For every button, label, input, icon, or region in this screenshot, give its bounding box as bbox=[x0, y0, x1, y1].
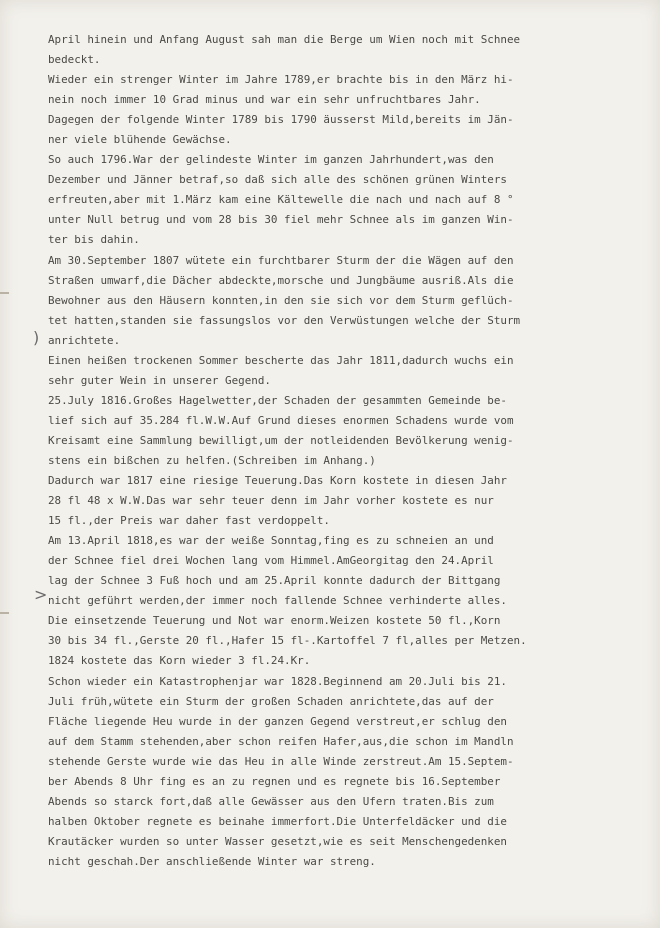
text-line: stehende Gerste wurde wie das Heu in alle Winde zerstreut.Am 15.Septem- bbox=[48, 754, 514, 768]
text-line: Wieder ein strenger Winter im Jahre 1789,er brachte bis in den März hi- bbox=[48, 73, 514, 87]
text-line: bedeckt. bbox=[48, 53, 101, 67]
text-line: Dagegen der folgende Winter 1789 bis 1790 äusserst Mild,bereits im Jän- bbox=[48, 113, 514, 127]
text-line: nicht geführt werden,der immer noch fallende Schnee verhinderte alles. bbox=[48, 594, 507, 608]
text-line: Die einsetzende Teuerung und Not war enorm.Weizen kostete 50 fl.,Korn bbox=[48, 614, 501, 628]
text-line: ner viele blühende Gewächse. bbox=[48, 133, 232, 147]
page-edge-mark bbox=[0, 612, 9, 614]
text-line: Dadurch war 1817 eine riesige Teuerung.Das Korn kostete in diesen Jahr bbox=[48, 474, 507, 488]
text-line: 1824 kostete das Korn wieder 3 fl.24.Kr. bbox=[48, 654, 311, 668]
text-line: sehr guter Wein in unserer Gegend. bbox=[48, 373, 271, 387]
text-line: 28 fl 48 x W.W.Das war sehr teuer denn im Jahr vorher kostete es nur bbox=[48, 494, 494, 508]
text-line: halben Oktober regnete es beinahe immerfort.Die Unterfeldäcker und die bbox=[48, 814, 507, 828]
margin-mark: ) bbox=[33, 328, 40, 347]
text-line: 30 bis 34 fl.,Gerste 20 fl.,Hafer 15 fl-.Kartoffel 7 fl,alles per Metzen. bbox=[48, 634, 527, 648]
text-line: ter bis dahin. bbox=[48, 233, 140, 247]
text-line: Schon wieder ein Katastrophenjar war 1828.Beginnend am 20.Juli bis 21. bbox=[48, 674, 507, 688]
text-line: erfreuten,aber mit 1.März kam eine Kältewelle die nach und nach auf 8 ° bbox=[48, 193, 514, 207]
text-line: unter Null betrug und vom 28 bis 30 fiel mehr Schnee als im ganzen Win- bbox=[48, 213, 514, 227]
text-line: Einen heißen trockenen Sommer bescherte das Jahr 1811,dadurch wuchs ein bbox=[48, 353, 514, 367]
text-line: lief sich auf 35.284 fl.W.W.Auf Grund dieses enormen Schadens wurde vom bbox=[48, 413, 514, 427]
text-line: Juli früh,wütete ein Sturm der großen Schaden anrichtete,das auf der bbox=[48, 694, 494, 708]
text-line: Straßen umwarf,die Dächer abdeckte,morsche und Jungbäume ausriß.Als die bbox=[48, 273, 514, 287]
margin-mark: > bbox=[34, 585, 48, 604]
text-line: lag der Schnee 3 Fuß hoch und am 25.April konnte dadurch der Bittgang bbox=[48, 574, 501, 588]
text-line: anrichtete. bbox=[48, 333, 121, 347]
text-line: April hinein und Anfang August sah man die Berge um Wien noch mit Schnee bbox=[48, 33, 521, 46]
text-line: 25.July 1816.Großes Hagelwetter,der Schaden der gesammten Gemeinde be- bbox=[48, 393, 507, 407]
text-line: Bewohner aus den Häusern konnten,in den sie sich vor dem Sturm geflüch- bbox=[48, 293, 514, 307]
text-line: Kreisamt eine Sammlung bewilligt,um der notleidenden Bevölkerung wenig- bbox=[48, 433, 514, 447]
text-line: 15 fl.,der Preis war daher fast verdoppelt. bbox=[48, 514, 330, 528]
text-line: tet hatten,standen sie fassungslos vor den Verwüstungen welche der Sturm bbox=[48, 313, 521, 327]
text-line: Abends so starck fort,daß alle Gewässer aus den Ufern traten.Bis zum bbox=[48, 794, 494, 808]
text-line: ber Abends 8 Uhr fing es an zu regnen und es regnete bis 16.September bbox=[48, 774, 501, 788]
text-line: Krautäcker wurden so unter Wasser gesetzt,wie es seit Menschengedenken bbox=[48, 834, 507, 848]
text-line: der Schnee fiel drei Wochen lang vom Himmel.AmGeorgitag den 24.April bbox=[48, 554, 494, 568]
text-line: Am 30.September 1807 wütete ein furchtbarer Sturm der die Wägen auf den bbox=[48, 253, 514, 267]
text-line: nein noch immer 10 Grad minus und war ein sehr unfruchtbares Jahr. bbox=[48, 93, 481, 107]
text-line: Am 13.April 1818,es war der weiße Sonntag,fing es zu schneien an und bbox=[48, 534, 494, 548]
text-line: auf dem Stamm stehenden,aber schon reifen Hafer,aus,die schon im Mandln bbox=[48, 734, 514, 748]
chronicle-text bbox=[48, 30, 648, 872]
text-line: So auch 1796.War der gelindeste Winter im ganzen Jahrhundert,was den bbox=[48, 153, 494, 167]
page-edge-mark bbox=[0, 292, 9, 294]
text-line: nicht geschah.Der anschließende Winter war streng. bbox=[48, 854, 376, 868]
text-line: Fläche liegende Heu wurde in der ganzen Gegend verstreut,er schlug den bbox=[48, 714, 507, 728]
text-line: Dezember und Jänner betraf,so daß sich alle des schönen grünen Winters bbox=[48, 173, 507, 187]
text-line: stens ein bißchen zu helfen.(Schreiben im Anhang.) bbox=[48, 453, 376, 467]
